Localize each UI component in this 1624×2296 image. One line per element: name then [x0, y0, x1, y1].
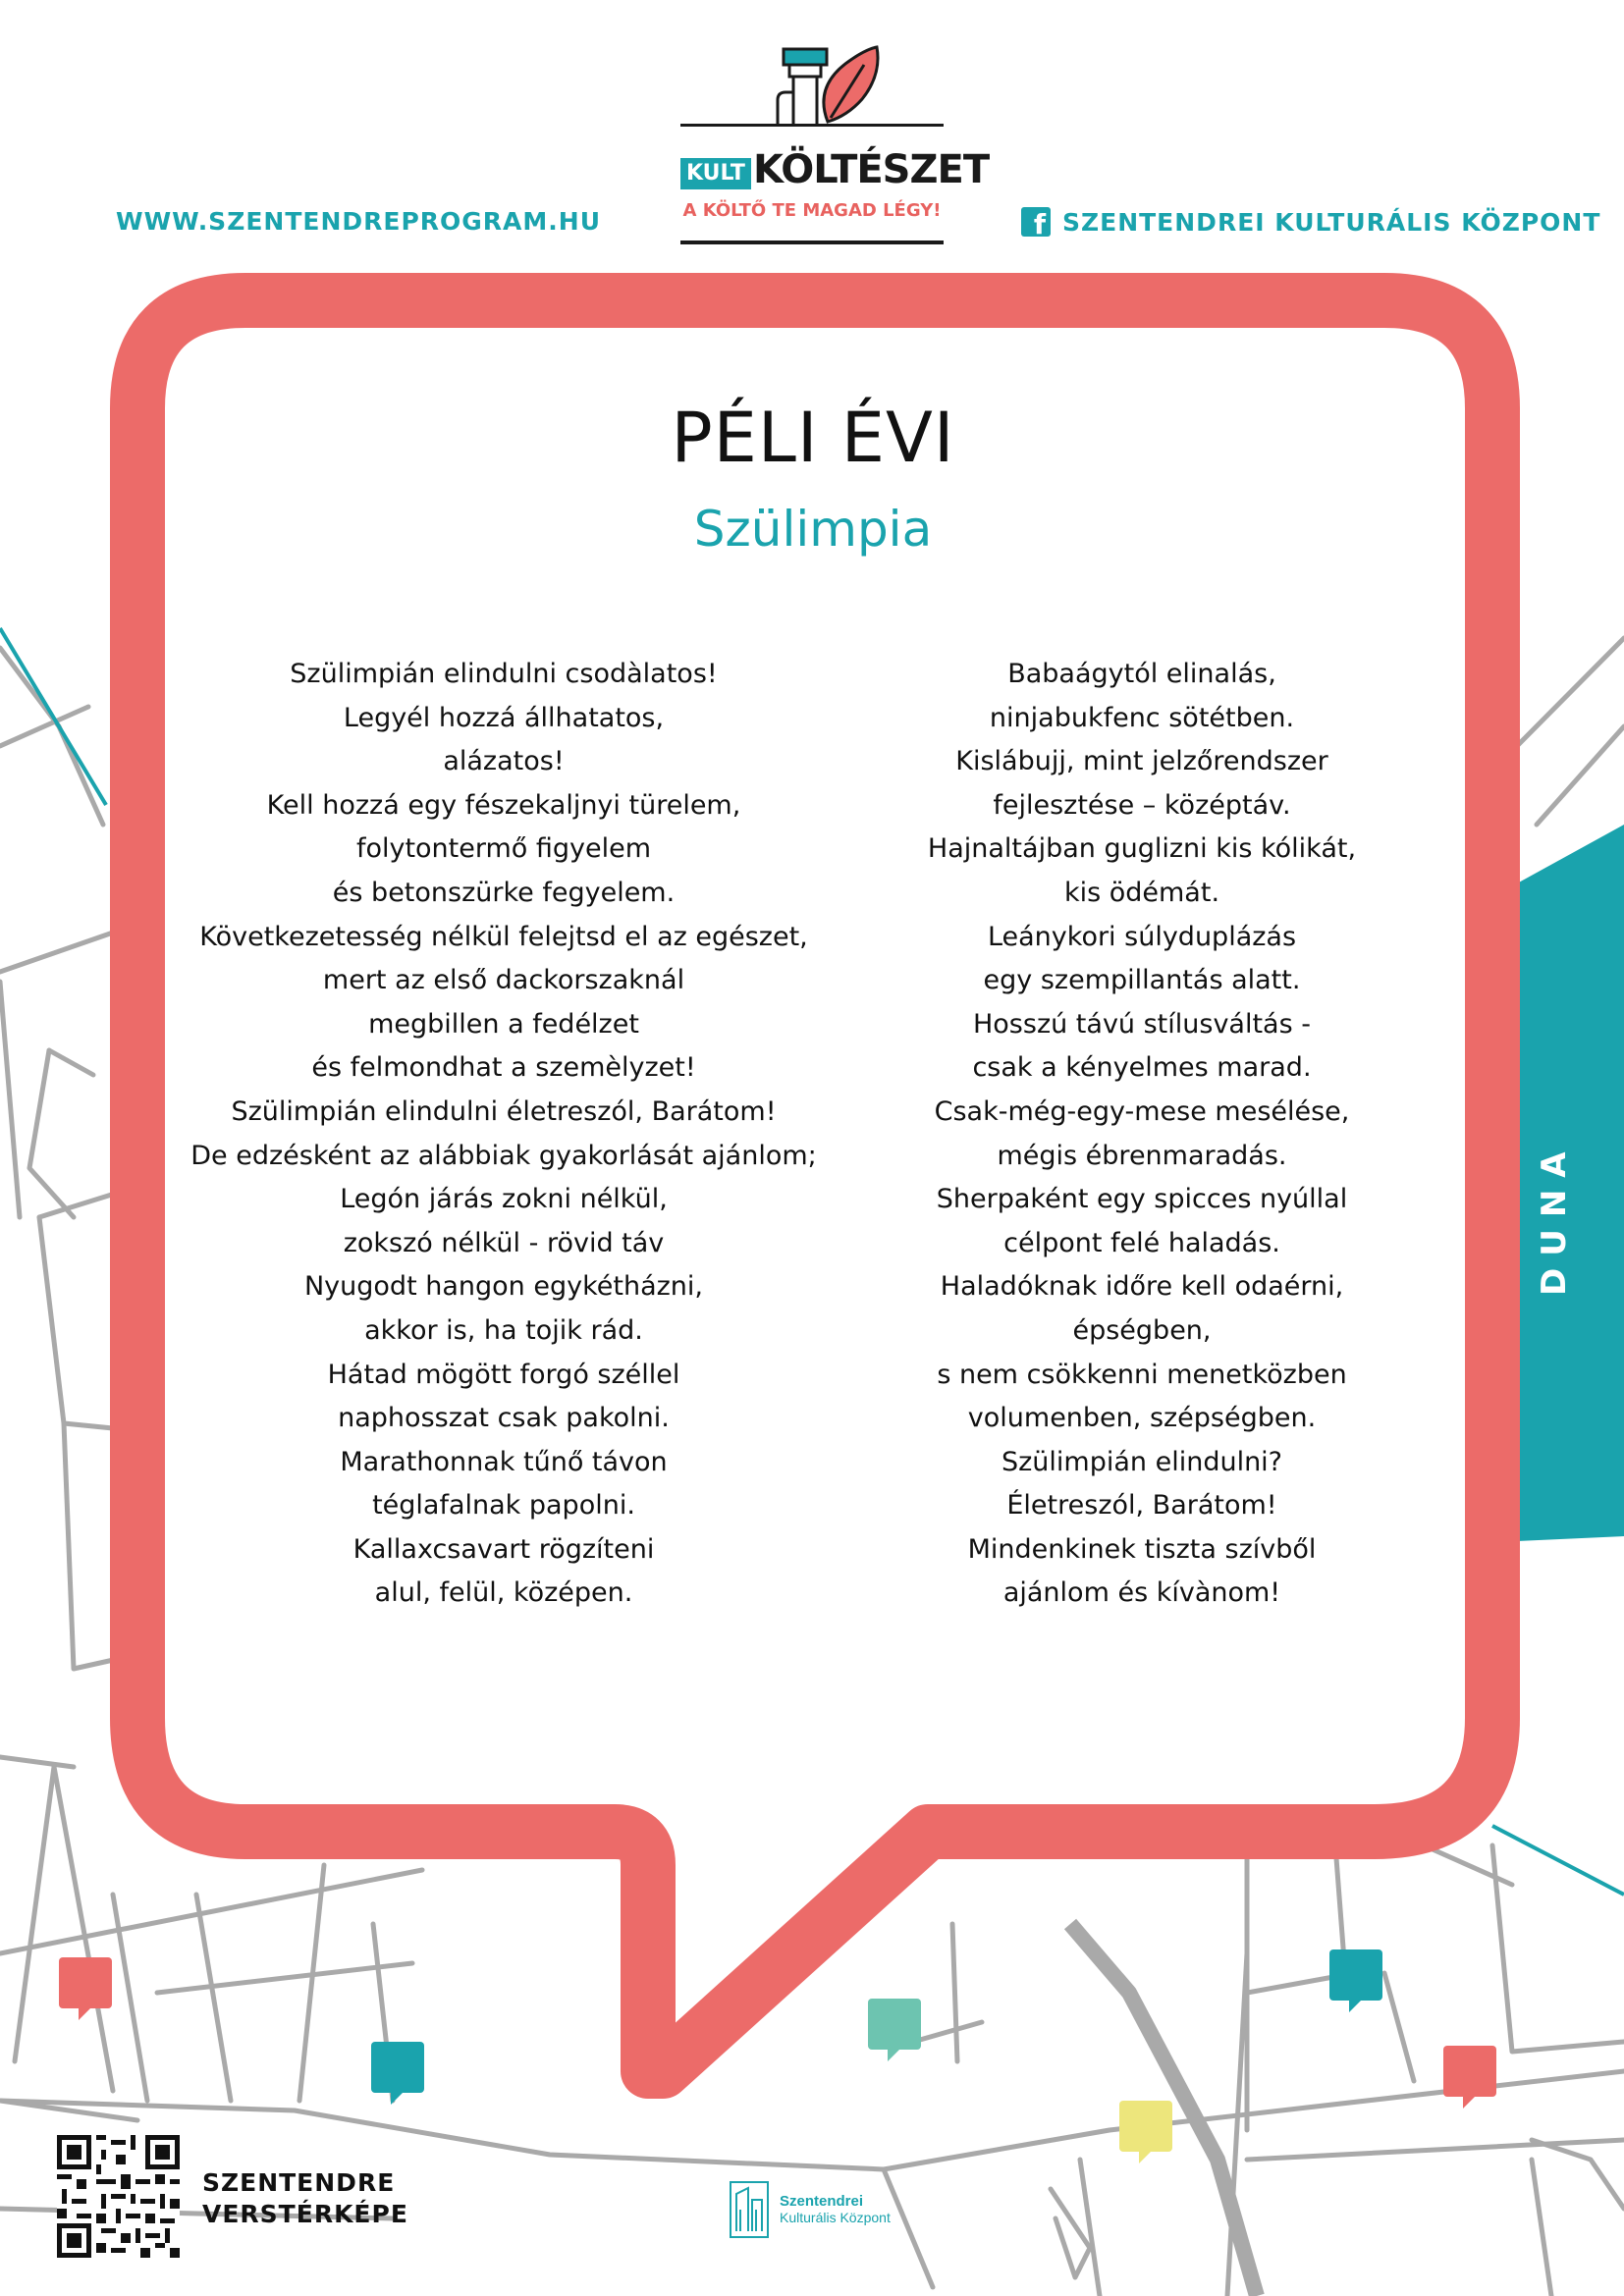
poem-line: volumenben, szépségben. [967, 1403, 1317, 1434]
map-marker-yellow [1119, 2101, 1172, 2163]
logo-rule-top [680, 124, 944, 127]
poem-line: alázatos! [443, 746, 565, 777]
poem-line: naphosszat csak pakolni. [338, 1403, 670, 1434]
poem-line: Következetesség nélkül felejtsd el az egészet, [199, 921, 808, 952]
poem-line: Kell hozzá egy fészekaljnyi türelem, [266, 789, 741, 821]
map-marker-red-right [1443, 2046, 1496, 2109]
logo-tagline: A KÖLTŐ TE MAGAD LÉGY! [682, 200, 942, 221]
poem-title: Szülimpia [693, 501, 933, 558]
poem-line: célpont felé haladás. [1003, 1227, 1280, 1258]
qr-label-line1: SZENTENDRE [202, 2168, 396, 2197]
poem-line: csak a kényelmes marad. [972, 1052, 1312, 1084]
poem-line: Mindenkinek tiszta szívből [967, 1533, 1317, 1565]
poem-line: akkor is, ha tojik rád. [364, 1314, 643, 1346]
poem-line: ajánlom és kívànom! [1002, 1577, 1281, 1609]
poem-line: s nem csökkenni menetközben [937, 1359, 1347, 1390]
poem-line: és betonszürke fegyelem. [332, 877, 676, 908]
poem-line: ninjabukfenc sötétben. [989, 702, 1295, 733]
map-marker-mint [868, 1999, 921, 2061]
poem-line: fejlesztése – középtáv. [993, 789, 1291, 821]
facebook-label: SZENTENDREI KULTURÁLIS KÖZPONT [1062, 207, 1601, 237]
poem-line: mégis ébrenmaradás. [997, 1140, 1287, 1171]
map-marker-teal-right [1329, 1949, 1382, 2012]
poem-line: Leánykori súlyduplázás [987, 921, 1297, 952]
poem-line: folytontermő figyelem [355, 833, 652, 865]
qr-label [202, 2167, 408, 2230]
poem-line: De edzésként az alábbiak gyakorlását ajánlom; [190, 1140, 817, 1171]
poem-line: Kallaxcsavart rögzíteni [352, 1533, 655, 1565]
building-logo-icon [729, 2180, 772, 2239]
poem-line: alul, felül, középen. [374, 1577, 633, 1609]
facebook-link[interactable] [1021, 207, 1600, 237]
poem-line: Marathonnak tűnő távon [340, 1446, 668, 1477]
kult-kolteszet-logo [680, 45, 990, 246]
poem-left-column [170, 653, 838, 1616]
facebook-icon: f [1021, 207, 1051, 237]
poem-line: mert az első dackorszaknál [322, 965, 685, 996]
qr-label-line2: VERSTÉRKÉPE [202, 2200, 408, 2228]
poem-line: egy szempillantás alatt. [983, 965, 1301, 996]
poem-line: Sherpaként egy spicces nyúllal [936, 1184, 1348, 1215]
poem-line: Haladóknak időre kell odaérni, [940, 1271, 1344, 1303]
poem-line: megbillen a fedélzet [368, 1008, 639, 1040]
map-marker-teal-left [371, 2042, 424, 2105]
poem-line: zokszó nélkül - rövid táv [343, 1227, 665, 1258]
poem-line: Szülimpián elindulni életreszól, Barátom! [231, 1095, 777, 1127]
poem-right-column [808, 653, 1476, 1616]
poem-line: Hosszú távú stílusváltás - [972, 1008, 1311, 1040]
logo-rule-bottom [680, 240, 944, 244]
map-marker-red-left [59, 1957, 112, 2020]
sponsor-line1: Szentendrei [780, 2193, 864, 2210]
river-label-text: DUNA [1535, 1140, 1574, 1296]
feather-pen-icon [774, 45, 882, 126]
poem-line: és felmondhat a szemèlyzet! [311, 1052, 696, 1084]
poem-line: Szülimpián elindulni? [1001, 1446, 1283, 1477]
poem-line: Csak-még-egy-mese mesélése, [934, 1095, 1350, 1127]
poem-line: épségben, [1072, 1314, 1212, 1346]
poem-line: kis ödémát. [1063, 877, 1220, 908]
poem-line: Legón járás zokni nélkül, [340, 1184, 668, 1215]
poem-line: Babaágytól elinalás, [1007, 659, 1276, 689]
poem-author: PÉLI ÉVI [671, 398, 955, 478]
poem-line: téglafalnak papolni. [372, 1490, 635, 1522]
qr-code[interactable] [57, 2135, 180, 2258]
poem-line: Szülimpián elindulni csodàlatos! [290, 659, 718, 689]
poem-line: Kislábujj, mint jelzőrendszer [955, 746, 1328, 777]
poem-line: Életreszól, Barátom! [1006, 1490, 1277, 1522]
sponsor-line2: Kulturális Központ [780, 2210, 891, 2225]
logo-badge: KULT [680, 158, 751, 189]
szentendrei-kulturalis-kozpont-logo [729, 2180, 891, 2239]
website-link[interactable]: WWW.SZENTENDREPROGRAM.HU [116, 207, 601, 236]
poem-line: Legyél hozzá állhatatos, [343, 702, 665, 733]
poem-line: Nyugodt hangon egykétházni, [303, 1271, 703, 1303]
poem-line: Hajnaltájban guglizni kis kólikát, [927, 833, 1357, 865]
poem-line: Hátad mögött forgó széllel [327, 1359, 680, 1390]
logo-name: KÖLTÉSZET [753, 147, 990, 192]
